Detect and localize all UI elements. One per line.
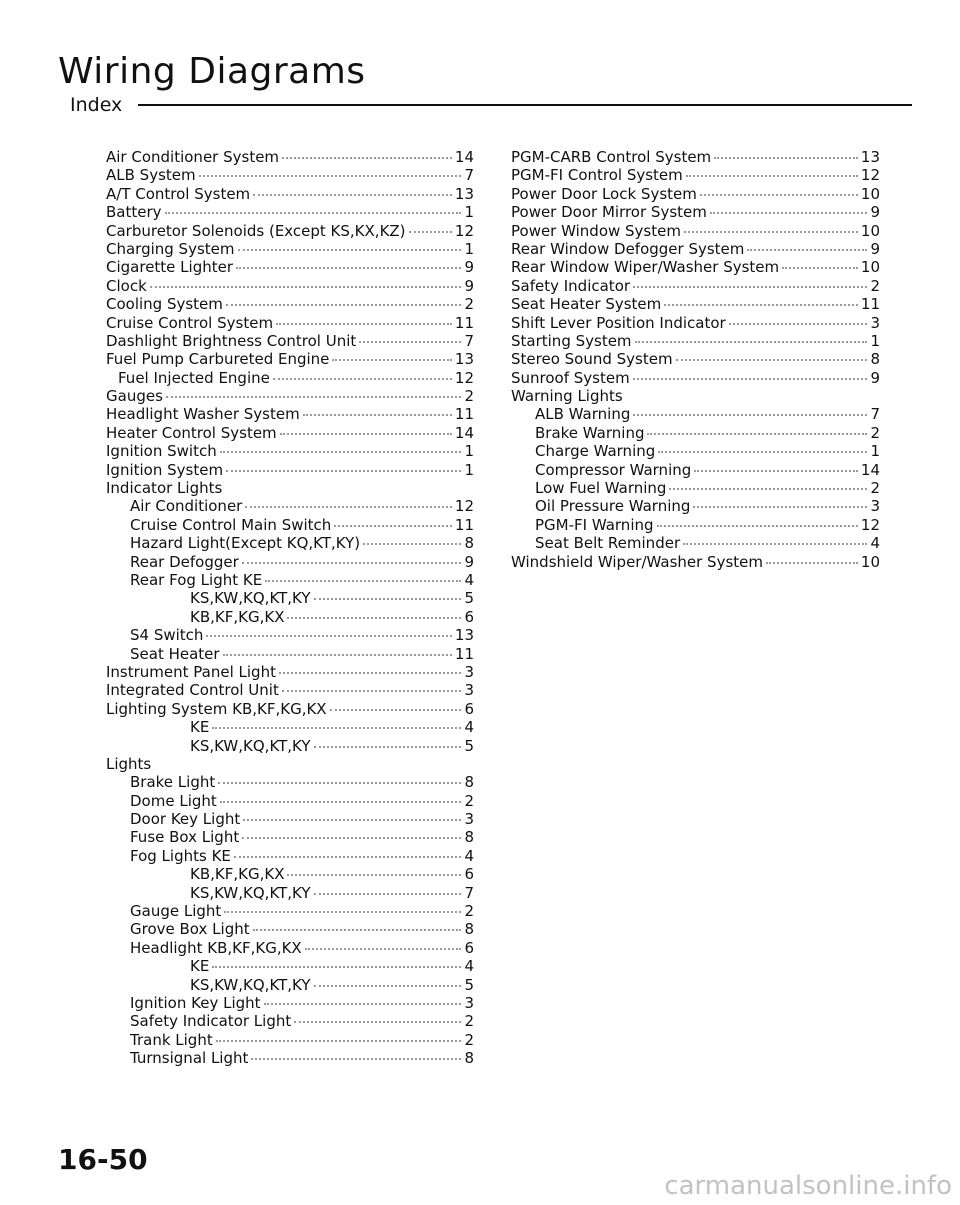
entry-page-number: 14	[860, 460, 880, 479]
index-entry	[106, 810, 474, 828]
entry-page-number: 14	[454, 148, 474, 166]
dot-leader	[216, 1040, 461, 1042]
index-column-left	[106, 148, 474, 1068]
entry-page-number: 12	[454, 368, 474, 387]
index-entry	[511, 461, 880, 479]
entry-label: KE	[190, 957, 210, 976]
entry-label: Dashlight Brightness Control Unit	[106, 331, 357, 350]
index-entry	[106, 148, 474, 166]
entry-page-number: 2	[464, 791, 474, 810]
index-entry	[106, 865, 474, 883]
index-entry	[106, 608, 474, 626]
entry-page-number: 6	[464, 865, 474, 884]
entry-page-number: 11	[860, 295, 880, 314]
index-entry	[511, 350, 880, 368]
entry-label: Charging System	[106, 239, 235, 258]
dot-leader	[287, 874, 461, 876]
entry-page-number: 2	[870, 479, 880, 498]
entry-label: S4 Switch	[130, 626, 204, 645]
index-entry	[106, 718, 474, 736]
index-entry	[106, 1012, 474, 1030]
entry-page-number: 9	[870, 203, 880, 222]
index-entry	[106, 424, 474, 442]
entry-label: Ignition System	[106, 460, 224, 479]
entry-page-number: 10	[860, 258, 880, 277]
entry-page-number: 8	[464, 1049, 474, 1068]
index-entry	[106, 626, 474, 644]
dot-leader	[226, 470, 461, 472]
entry-label: Ignition Key Light	[130, 993, 261, 1012]
dot-leader	[303, 414, 452, 416]
entry-page-number: 11	[454, 313, 474, 332]
index-entry	[106, 957, 474, 975]
index-entry	[106, 203, 474, 221]
index-entry	[511, 369, 880, 387]
entry-label: Charge Warning	[535, 442, 656, 461]
entry-label: ALB System	[106, 166, 196, 185]
entry-label: Cigarette Lighter	[106, 258, 234, 277]
entry-page-number: 2	[464, 295, 474, 314]
entry-label: Gauge Light	[130, 902, 222, 921]
dot-leader	[633, 286, 867, 288]
index-entry	[106, 737, 474, 755]
dot-leader	[243, 819, 461, 821]
entry-label: Indicator Lights	[106, 479, 223, 498]
entry-page-number: 1	[870, 331, 880, 350]
entry-label: Air Conditioner	[130, 497, 243, 516]
index-entry	[511, 405, 880, 423]
entry-page-number: 7	[870, 405, 880, 424]
entry-page-number: 8	[464, 828, 474, 847]
dot-leader	[223, 654, 452, 656]
entry-label: Low Fuel Warning	[535, 479, 667, 498]
dot-leader	[280, 433, 452, 435]
page-title: Wiring Diagrams	[58, 51, 366, 92]
index-entry	[106, 976, 474, 994]
entry-page-number: 5	[464, 975, 474, 994]
dot-leader	[409, 231, 452, 233]
entry-label: A/T Control System	[106, 184, 251, 203]
entry-label: Air Conditioner System	[106, 148, 280, 166]
entry-page-number: 9	[870, 239, 880, 258]
entry-label: Stereo Sound System	[511, 350, 673, 369]
index-entry	[106, 847, 474, 865]
entry-page-number: 14	[454, 423, 474, 442]
entry-label: PGM-FI Control System	[511, 166, 683, 185]
dot-leader	[294, 1021, 461, 1023]
dot-leader	[253, 929, 461, 931]
entry-page-number: 3	[870, 497, 880, 516]
entry-page-number: 1	[870, 442, 880, 461]
entry-page-number: 9	[464, 552, 474, 571]
entry-label: Power Window System	[511, 221, 681, 240]
dot-leader	[359, 341, 461, 343]
entry-label: Seat Belt Reminder	[535, 534, 681, 553]
dot-leader	[700, 194, 858, 196]
index-entry	[106, 405, 474, 423]
entry-label: Seat Heater System	[511, 295, 662, 314]
index-entry	[106, 185, 474, 203]
dot-leader	[729, 323, 867, 325]
index-entry	[106, 461, 474, 479]
index-entry	[106, 884, 474, 902]
dot-leader	[242, 562, 461, 564]
entry-page-number: 2	[464, 902, 474, 921]
entry-label: Carburetor Solenoids (Except KS,KX,KZ)	[106, 221, 406, 240]
index-entry	[106, 645, 474, 663]
header-rule	[138, 104, 912, 106]
entry-page-number: 4	[464, 570, 474, 589]
dot-leader	[165, 212, 461, 214]
entry-page-number: 6	[464, 607, 474, 626]
index-entry	[511, 553, 880, 571]
dot-leader	[694, 470, 858, 472]
index-entry	[106, 387, 474, 405]
entry-page-number: 1	[464, 203, 474, 222]
entry-page-number: 4	[464, 957, 474, 976]
index-entry	[106, 553, 474, 571]
index-entry	[106, 295, 474, 313]
entry-label: PGM-FI Warning	[535, 515, 654, 534]
entry-page-number: 2	[464, 387, 474, 406]
entry-label: Ignition Switch	[106, 442, 217, 461]
entry-label: Heater Control System	[106, 423, 277, 442]
dot-leader	[265, 580, 461, 582]
dot-leader	[282, 157, 452, 159]
entry-page-number: 9	[464, 258, 474, 277]
dot-leader	[264, 1003, 461, 1005]
entry-label: Brake Warning	[535, 423, 645, 442]
dot-leader	[766, 562, 858, 564]
dot-leader	[710, 212, 867, 214]
dot-leader	[334, 525, 452, 527]
dot-leader	[238, 249, 462, 251]
index-entry	[106, 571, 474, 589]
entry-page-number: 12	[860, 166, 880, 185]
entry-page-number: 2	[870, 276, 880, 295]
dot-leader	[633, 378, 867, 380]
index-entry	[511, 258, 880, 276]
index-entry	[511, 222, 880, 240]
index-entry	[511, 203, 880, 221]
entry-page-number: 5	[464, 589, 474, 608]
index-entry	[106, 828, 474, 846]
index-entry	[511, 185, 880, 203]
entry-page-number: 13	[860, 148, 880, 166]
index-entry	[106, 497, 474, 515]
entry-label: KB,KF,KG,KX	[190, 865, 285, 884]
dot-leader	[683, 543, 867, 545]
dot-leader	[253, 194, 452, 196]
dot-leader	[684, 231, 858, 233]
dot-leader	[633, 414, 867, 416]
dot-leader	[282, 690, 461, 692]
section-subtitle: Index	[70, 94, 123, 116]
entry-label: Fog Lights KE	[130, 846, 231, 865]
entry-label: Grove Box Light	[130, 920, 250, 939]
index-entry	[106, 920, 474, 938]
entry-page-number: 1	[464, 460, 474, 479]
entry-label: Door Key Light	[130, 810, 241, 829]
dot-leader	[669, 488, 867, 490]
entry-page-number: 8	[870, 350, 880, 369]
entry-page-number: 12	[454, 497, 474, 516]
entry-label: Trank Light	[130, 1030, 213, 1049]
dot-leader	[314, 893, 461, 895]
index-entry	[106, 681, 474, 699]
entry-label: KS,KW,KQ,KT,KY	[190, 883, 311, 902]
index-entry	[106, 350, 474, 368]
index-entry	[106, 369, 474, 387]
index-column-right	[511, 148, 880, 571]
index-entry	[511, 442, 880, 460]
entry-page-number: 3	[464, 993, 474, 1012]
dot-leader	[224, 911, 461, 913]
entry-page-number: 8	[464, 773, 474, 792]
dot-leader	[664, 304, 858, 306]
dot-leader	[714, 157, 858, 159]
entry-page-number: 4	[464, 718, 474, 737]
entry-page-number: 12	[454, 221, 474, 240]
index-entry	[106, 332, 474, 350]
page-number: 16-50	[58, 1143, 148, 1176]
entry-label: Fuel Pump Carbureted Engine	[106, 350, 330, 369]
dot-leader	[330, 709, 461, 711]
entry-label: Rear Window Wiper/Washer System	[511, 258, 780, 277]
index-entry	[106, 314, 474, 332]
dot-leader	[635, 341, 867, 343]
index-entry	[511, 516, 880, 534]
entry-label: Instrument Panel Light	[106, 662, 276, 681]
entry-label: Rear Window Defogger System	[511, 239, 745, 258]
dot-leader	[212, 727, 461, 729]
entry-page-number: 11	[454, 515, 474, 534]
entry-page-number: 12	[860, 515, 880, 534]
index-entry	[106, 258, 474, 276]
entry-label: Warning Lights	[511, 387, 623, 406]
entry-page-number: 1	[464, 239, 474, 258]
dot-leader	[279, 672, 461, 674]
dot-leader	[287, 617, 461, 619]
dot-leader	[782, 267, 858, 269]
entry-page-number: 2	[870, 423, 880, 442]
entry-page-number: 10	[860, 184, 880, 203]
entry-label: ALB Warning	[535, 405, 631, 424]
entry-label: Seat Heater	[130, 644, 220, 663]
index-entry	[511, 332, 880, 350]
index-entry	[511, 479, 880, 497]
entry-page-number: 9	[870, 368, 880, 387]
entry-label: Brake Light	[130, 773, 216, 792]
entry-label: Compressor Warning	[535, 460, 692, 479]
dot-leader	[206, 635, 451, 637]
entry-page-number: 3	[464, 662, 474, 681]
entry-label: Starting System	[511, 331, 632, 350]
entry-page-number: 8	[464, 534, 474, 553]
entry-label: Power Door Mirror System	[511, 203, 707, 222]
entry-page-number: 5	[464, 736, 474, 755]
entry-label: Lights	[106, 754, 152, 773]
dot-leader	[693, 506, 867, 508]
dot-leader	[647, 433, 867, 435]
entry-page-number: 1	[464, 442, 474, 461]
index-entry	[106, 534, 474, 552]
entry-label: KB,KF,KG,KX	[190, 607, 285, 626]
dot-leader	[220, 451, 461, 453]
entry-page-number: 7	[464, 883, 474, 902]
dot-leader	[314, 985, 461, 987]
entry-page-number: 9	[464, 276, 474, 295]
dot-leader	[658, 451, 867, 453]
index-entry	[106, 700, 474, 718]
index-entry	[511, 424, 880, 442]
dot-leader	[314, 746, 461, 748]
index-entry	[106, 1049, 474, 1067]
dot-leader	[242, 837, 461, 839]
dot-leader	[686, 175, 858, 177]
index-entry	[511, 166, 880, 184]
entry-page-number: 10	[860, 552, 880, 571]
dot-leader	[273, 378, 452, 380]
entry-page-number: 2	[464, 1030, 474, 1049]
dot-leader	[245, 506, 452, 508]
entry-label: Lighting System KB,KF,KG,KX	[106, 699, 327, 718]
dot-leader	[251, 1058, 461, 1060]
index-entry	[511, 534, 880, 552]
entry-label: Shift Lever Position Indicator	[511, 313, 726, 332]
entry-page-number: 11	[454, 405, 474, 424]
entry-label: Rear Defogger	[130, 552, 239, 571]
dot-leader	[305, 948, 461, 950]
dot-leader	[234, 856, 461, 858]
entry-page-number: 13	[454, 626, 474, 645]
index-entry	[106, 479, 474, 497]
dot-leader	[276, 323, 452, 325]
entry-label: Power Door Lock System	[511, 184, 697, 203]
dot-leader	[226, 304, 461, 306]
entry-label: Safety Indicator Light	[130, 1012, 292, 1031]
dot-leader	[220, 801, 461, 803]
index-entry	[511, 240, 880, 258]
entry-page-number: 7	[464, 331, 474, 350]
index-entry	[511, 497, 880, 515]
entry-label: Cruise Control System	[106, 313, 274, 332]
watermark: carmanualsonline.info	[664, 1171, 952, 1201]
index-entry	[511, 314, 880, 332]
dot-leader	[236, 267, 461, 269]
entry-label: PGM-CARB Control System	[511, 148, 712, 166]
entry-page-number: 4	[870, 534, 880, 553]
index-entry	[511, 387, 880, 405]
entry-page-number: 3	[870, 313, 880, 332]
entry-page-number: 13	[454, 184, 474, 203]
entry-page-number: 6	[464, 699, 474, 718]
dot-leader	[314, 598, 461, 600]
entry-label: Dome Light	[130, 791, 217, 810]
dot-leader	[218, 782, 461, 784]
entry-label: KS,KW,KQ,KT,KY	[190, 589, 311, 608]
entry-page-number: 10	[860, 221, 880, 240]
dot-leader	[166, 396, 461, 398]
entry-label: KS,KW,KQ,KT,KY	[190, 736, 311, 755]
entry-label: Headlight Washer System	[106, 405, 300, 424]
entry-page-number: 7	[464, 166, 474, 185]
index-entry	[106, 277, 474, 295]
dot-leader	[747, 249, 867, 251]
index-entry	[511, 148, 880, 166]
index-entry	[106, 516, 474, 534]
index-entry	[106, 792, 474, 810]
entry-label: Rear Fog Light KE	[130, 570, 263, 589]
entry-page-number: 2	[464, 1012, 474, 1031]
entry-label: Safety Indicator	[511, 276, 631, 295]
entry-label: Hazard Light(Except KQ,KT,KY)	[130, 534, 361, 553]
index-entry	[106, 755, 474, 773]
entry-label: Integrated Control Unit	[106, 681, 279, 700]
entry-page-number: 13	[454, 350, 474, 369]
entry-label: Fuse Box Light	[130, 828, 240, 847]
entry-label: Battery	[106, 203, 162, 222]
index-entry	[106, 1031, 474, 1049]
index-entry	[106, 994, 474, 1012]
entry-label: KS,KW,KQ,KT,KY	[190, 975, 311, 994]
entry-page-number: 6	[464, 938, 474, 957]
entry-label: Turnsignal Light	[130, 1049, 249, 1068]
index-entry	[106, 589, 474, 607]
index-entry	[106, 773, 474, 791]
entry-label: Headlight KB,KF,KG,KX	[130, 938, 302, 957]
entry-label: Windshield Wiper/Washer System	[511, 552, 763, 571]
entry-label: KE	[190, 718, 210, 737]
entry-label: Gauges	[106, 387, 163, 406]
index-entry	[106, 939, 474, 957]
dot-leader	[676, 359, 867, 361]
dot-leader	[212, 966, 461, 968]
index-entry	[106, 663, 474, 681]
entry-page-number: 11	[454, 644, 474, 663]
index-entry	[511, 295, 880, 313]
dot-leader	[363, 543, 461, 545]
index-entry	[106, 222, 474, 240]
entry-page-number: 3	[464, 681, 474, 700]
index-entry	[106, 166, 474, 184]
dot-leader	[332, 359, 452, 361]
entry-page-number: 3	[464, 810, 474, 829]
index-entry	[106, 240, 474, 258]
entry-label: Cruise Control Main Switch	[130, 515, 332, 534]
entry-page-number: 4	[464, 846, 474, 865]
index-entry	[511, 277, 880, 295]
dot-leader	[657, 525, 858, 527]
entry-label: Clock	[106, 276, 147, 295]
entry-label: Fuel Injected Engine	[118, 368, 270, 387]
entry-label: Sunroof System	[511, 368, 630, 387]
index-entry	[106, 902, 474, 920]
entry-label: Cooling System	[106, 295, 223, 314]
entry-label: Oil Pressure Warning	[535, 497, 691, 516]
index-entry	[106, 442, 474, 460]
entry-page-number: 8	[464, 920, 474, 939]
dot-leader	[199, 175, 461, 177]
dot-leader	[150, 286, 461, 288]
